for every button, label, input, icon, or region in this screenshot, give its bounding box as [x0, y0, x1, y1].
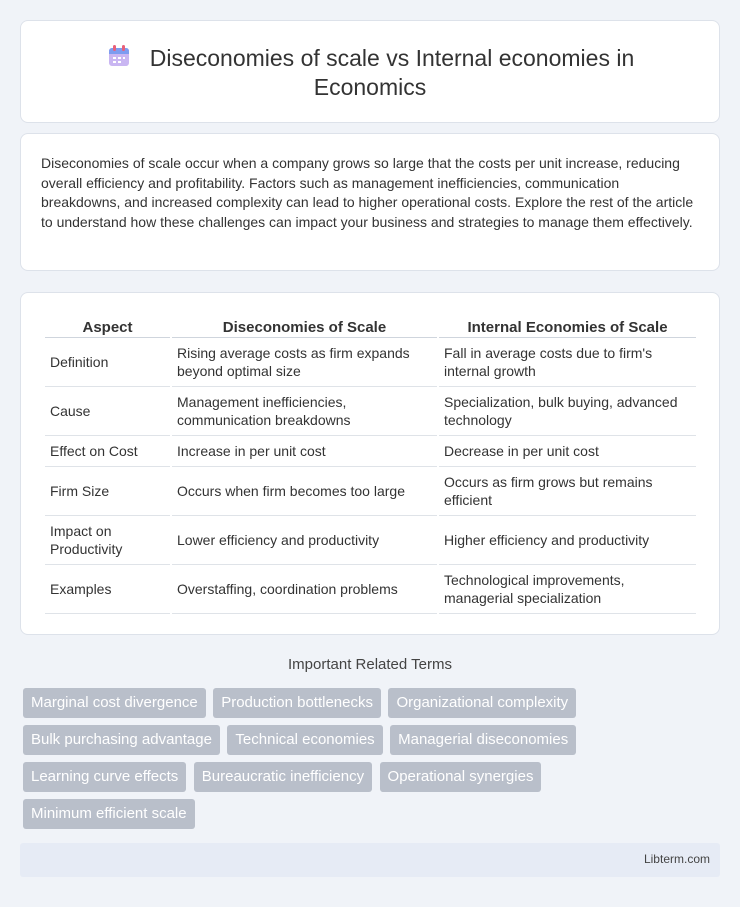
title-card	[20, 20, 720, 123]
header-diseconomies: Diseconomies of Scale	[172, 314, 437, 338]
header-aspect: Aspect	[45, 314, 170, 338]
title-line-2: Economics	[313, 74, 427, 100]
cell-internal: Higher efficiency and productivity	[439, 516, 696, 565]
header-internal-economies: Internal Economies of Scale	[439, 314, 696, 338]
cell-diseconomies: Overstaffing, coordination problems	[172, 565, 437, 614]
intro-card	[20, 133, 720, 271]
related-term-tag[interactable]: Organizational complexity	[388, 688, 576, 718]
cell-diseconomies: Occurs when firm becomes too large	[172, 467, 437, 516]
cell-internal: Decrease in per unit cost	[439, 436, 696, 467]
cell-internal: Fall in average costs due to firm's internal growth	[439, 338, 696, 387]
related-term-tag[interactable]: Managerial diseconomies	[390, 725, 576, 755]
cell-aspect: Impact on Productivity	[45, 516, 170, 565]
cell-aspect: Examples	[45, 565, 170, 614]
intro-paragraph: Diseconomies of scale occur when a company grows so large that the costs per unit increase, reducing overall efficiency and profitability. Factors such as management inefficiencies, communication breakdowns, and increased complexity can lead to higher operational costs. Explore the rest of the article to understand how these challenges can impact your business and strategies to manage them effectively.	[41, 155, 694, 230]
table-row	[45, 565, 696, 614]
cell-diseconomies: Management inefficiencies, communication breakdowns	[172, 387, 437, 436]
related-term-tag[interactable]: Technical economies	[227, 725, 382, 755]
cell-internal: Technological improvements, managerial specialization	[439, 565, 696, 614]
cell-aspect: Definition	[45, 338, 170, 387]
related-term-tag[interactable]: Bureaucratic inefficiency	[194, 762, 372, 792]
cell-diseconomies: Lower efficiency and productivity	[172, 516, 437, 565]
title-line-1: Diseconomies of scale vs Internal economies in	[149, 45, 635, 71]
cell-aspect: Firm Size	[45, 467, 170, 516]
related-term-tag[interactable]: Learning curve effects	[23, 762, 186, 792]
footer	[20, 843, 720, 877]
comparison-table-card	[20, 292, 720, 635]
related-terms-title: Important Related Terms	[288, 656, 452, 673]
calendar-icon	[106, 43, 132, 69]
related-terms-list	[23, 688, 723, 836]
related-term-tag[interactable]: Production bottlenecks	[213, 688, 381, 718]
cell-aspect: Effect on Cost	[45, 436, 170, 467]
related-term-tag[interactable]: Bulk purchasing advantage	[23, 725, 220, 755]
cell-diseconomies: Rising average costs as firm expands beyond optimal size	[172, 338, 437, 387]
cell-diseconomies: Increase in per unit cost	[172, 436, 437, 467]
page-title	[21, 43, 719, 102]
cell-aspect: Cause	[45, 387, 170, 436]
related-term-tag[interactable]: Marginal cost divergence	[23, 688, 206, 718]
table-row	[45, 516, 696, 565]
footer-brand-link[interactable]: Libterm.com	[643, 852, 710, 866]
table-row	[45, 436, 696, 467]
comparison-table	[43, 314, 698, 614]
related-term-tag[interactable]: Minimum efficient scale	[23, 799, 195, 829]
cell-internal: Specialization, bulk buying, advanced technology	[439, 387, 696, 436]
cell-internal: Occurs as firm grows but remains efficient	[439, 467, 696, 516]
table-row	[45, 387, 696, 436]
table-row	[45, 338, 696, 387]
related-term-tag[interactable]: Operational synergies	[380, 762, 542, 792]
table-row	[45, 467, 696, 516]
